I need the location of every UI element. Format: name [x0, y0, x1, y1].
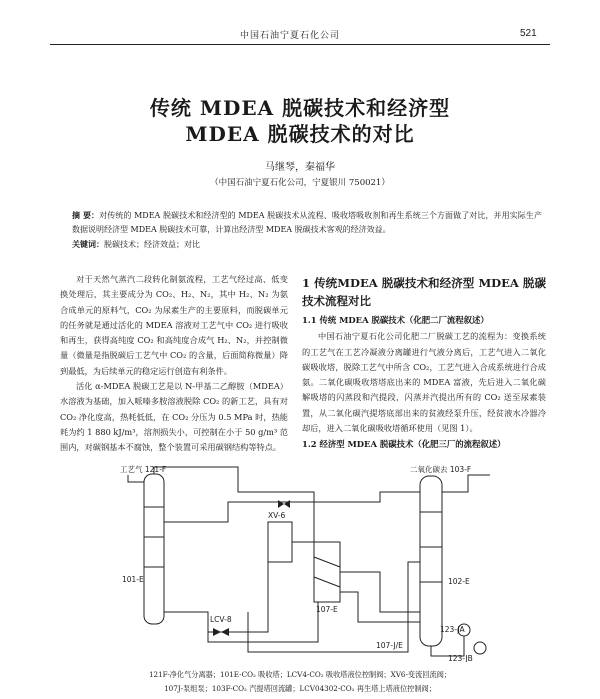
paragraph-intro: 对于天然气蒸汽二段转化制氨流程，工艺气经过高、低变换处理后，其主要成分为 CO₂、H₂、N₂，其中 H₂、N₂ 为氨合成单元的原料气，CO₂ 为尿素生产的主要原料，而脱碳单元的任务就是通过活化的 MDEA 溶液对工艺气中 CO₂ 进行吸收和再生，获得高纯度 CO₂ 和高纯度合成气 H₂、N₂，并控制微量（微量是指脱碳后工艺气中 CO₂ 的含量，后面简称微量）降到最低，为后续单元的稳定运行创造有利条件。 [60, 274, 288, 376]
label-xv6: XV-6 [268, 511, 286, 520]
paragraph-mdea: 活化 α-MDEA 脱碳工艺是以 N-甲基二乙醇胺（MDEA）水溶液为基础，加入哌嗪多胺溶液脱除 CO₂ 的新工艺，具有对 CO₂ 净化度高，热耗低低，在 CO₂ 分压为 0.5 MPa 时，热能耗为约 1 880 kJ/m³，溶剂损失小，可控制在小于 50 g/m³ 范围内，对碳钢基本不腐蚀，整个装置可采用碳钢结构等特点。 [60, 381, 288, 453]
valve-xv6 [278, 500, 290, 508]
keywords-label: 关键词： [72, 239, 104, 249]
journal-name: 中国石油宁夏石化公司 [240, 31, 341, 41]
pump-123jb [474, 642, 486, 654]
label-101e: 101-E [122, 575, 144, 584]
label-107je: 107-J/E [376, 641, 403, 650]
abstract-text: 对传统的 MDEA 脱碳技术和经济型的 MDEA 脱碳技术从流程、吸收塔吸收剂和再生系统三个方面做了对比，并用实际生产数据说明经济型 MDEA 脱碳技术可靠，计算出经济型 MDEA 脱碳技术客观的经济效益。 [72, 211, 542, 234]
right-column [302, 272, 546, 454]
label-123jb: 123-JB [448, 654, 473, 662]
figure-caption-line1: 121F-净化气分离器；101E-CO₂ 吸收塔；LCV4-CO₂ 吸收塔液位控制阀；XV6-变流回流阀； [148, 670, 452, 679]
label-107e: 107-E [316, 605, 338, 614]
affiliation: （中国石油宁夏石化公司，宁夏银川 750021） [210, 178, 390, 188]
abstract-label: 摘 要： [72, 210, 100, 220]
subsection-heading-1-1: 1.1 传统 MDEA 脱碳技术（化肥二厂流程叙述） [302, 315, 489, 325]
absorber-101e [144, 474, 164, 624]
process-flow-diagram [118, 462, 508, 662]
label-102e: 102-E [448, 577, 470, 586]
abstract-block [72, 208, 542, 252]
label-123ja: 123-JA [440, 625, 465, 634]
keywords-text: 脱碳技术；经济效益；对比 [104, 240, 200, 249]
label-lcv8: LCV-8 [210, 615, 232, 624]
regenerator-102e [420, 476, 442, 646]
label-co2-out: 二氧化碳去 103-F [410, 465, 472, 474]
page-number: 521 [520, 28, 537, 39]
paragraph-process-description: 中国石油宁夏石化公司化肥二厂脱碳工艺的流程为：变换系统的工艺气在工艺冷凝液分离罐进行气液分离后，工艺气进入二氧化碳吸收塔，脱除工艺气中所含 CO₂，工艺气进入合成系统进行合成氨。二氧化碳吸收塔塔底出来的 MDEA 富液，先后进入二氧化碳解吸塔的闪蒸段和汽提段，闪蒸并汽提出所有的 CO₂ 送至尿素装置，从二氧化碳汽提塔底部出来的贫液经泵升压，经贫液水冷器冷却后，进入二氧化碳吸收塔循环使用（见图 1）。 [302, 331, 546, 434]
keywords [72, 237, 542, 252]
subsection-heading-1-2: 1.2 经济型 MDEA 脱碳技术（化肥三厂的流程叙述） [302, 439, 506, 450]
header-rule [50, 44, 550, 45]
abstract [72, 208, 542, 237]
cooler-xv6 [268, 522, 292, 562]
section-heading-1: 1 传统MDEA 脱碳技术和经济型 MDEA 脱碳技术流程对比 [302, 276, 546, 308]
paper-title-line2: MDEA 脱碳技术的对比 [185, 122, 415, 146]
figure-caption-line2: 107J-泵组泵；103F-CO₂ 汽提塔回流罐；LCV04302-CO₂ 再生塔上塔液位控制阀； [164, 684, 436, 693]
exchanger-107e [314, 542, 340, 602]
left-column [60, 272, 288, 456]
authors: 马继琴，秦福华 [265, 162, 335, 173]
valve-lcv8 [213, 628, 229, 636]
label-process-gas: 工艺气 121-F [120, 465, 167, 474]
paper-title-line1: 传统 MDEA 脱碳技术和经济型 [149, 96, 451, 120]
